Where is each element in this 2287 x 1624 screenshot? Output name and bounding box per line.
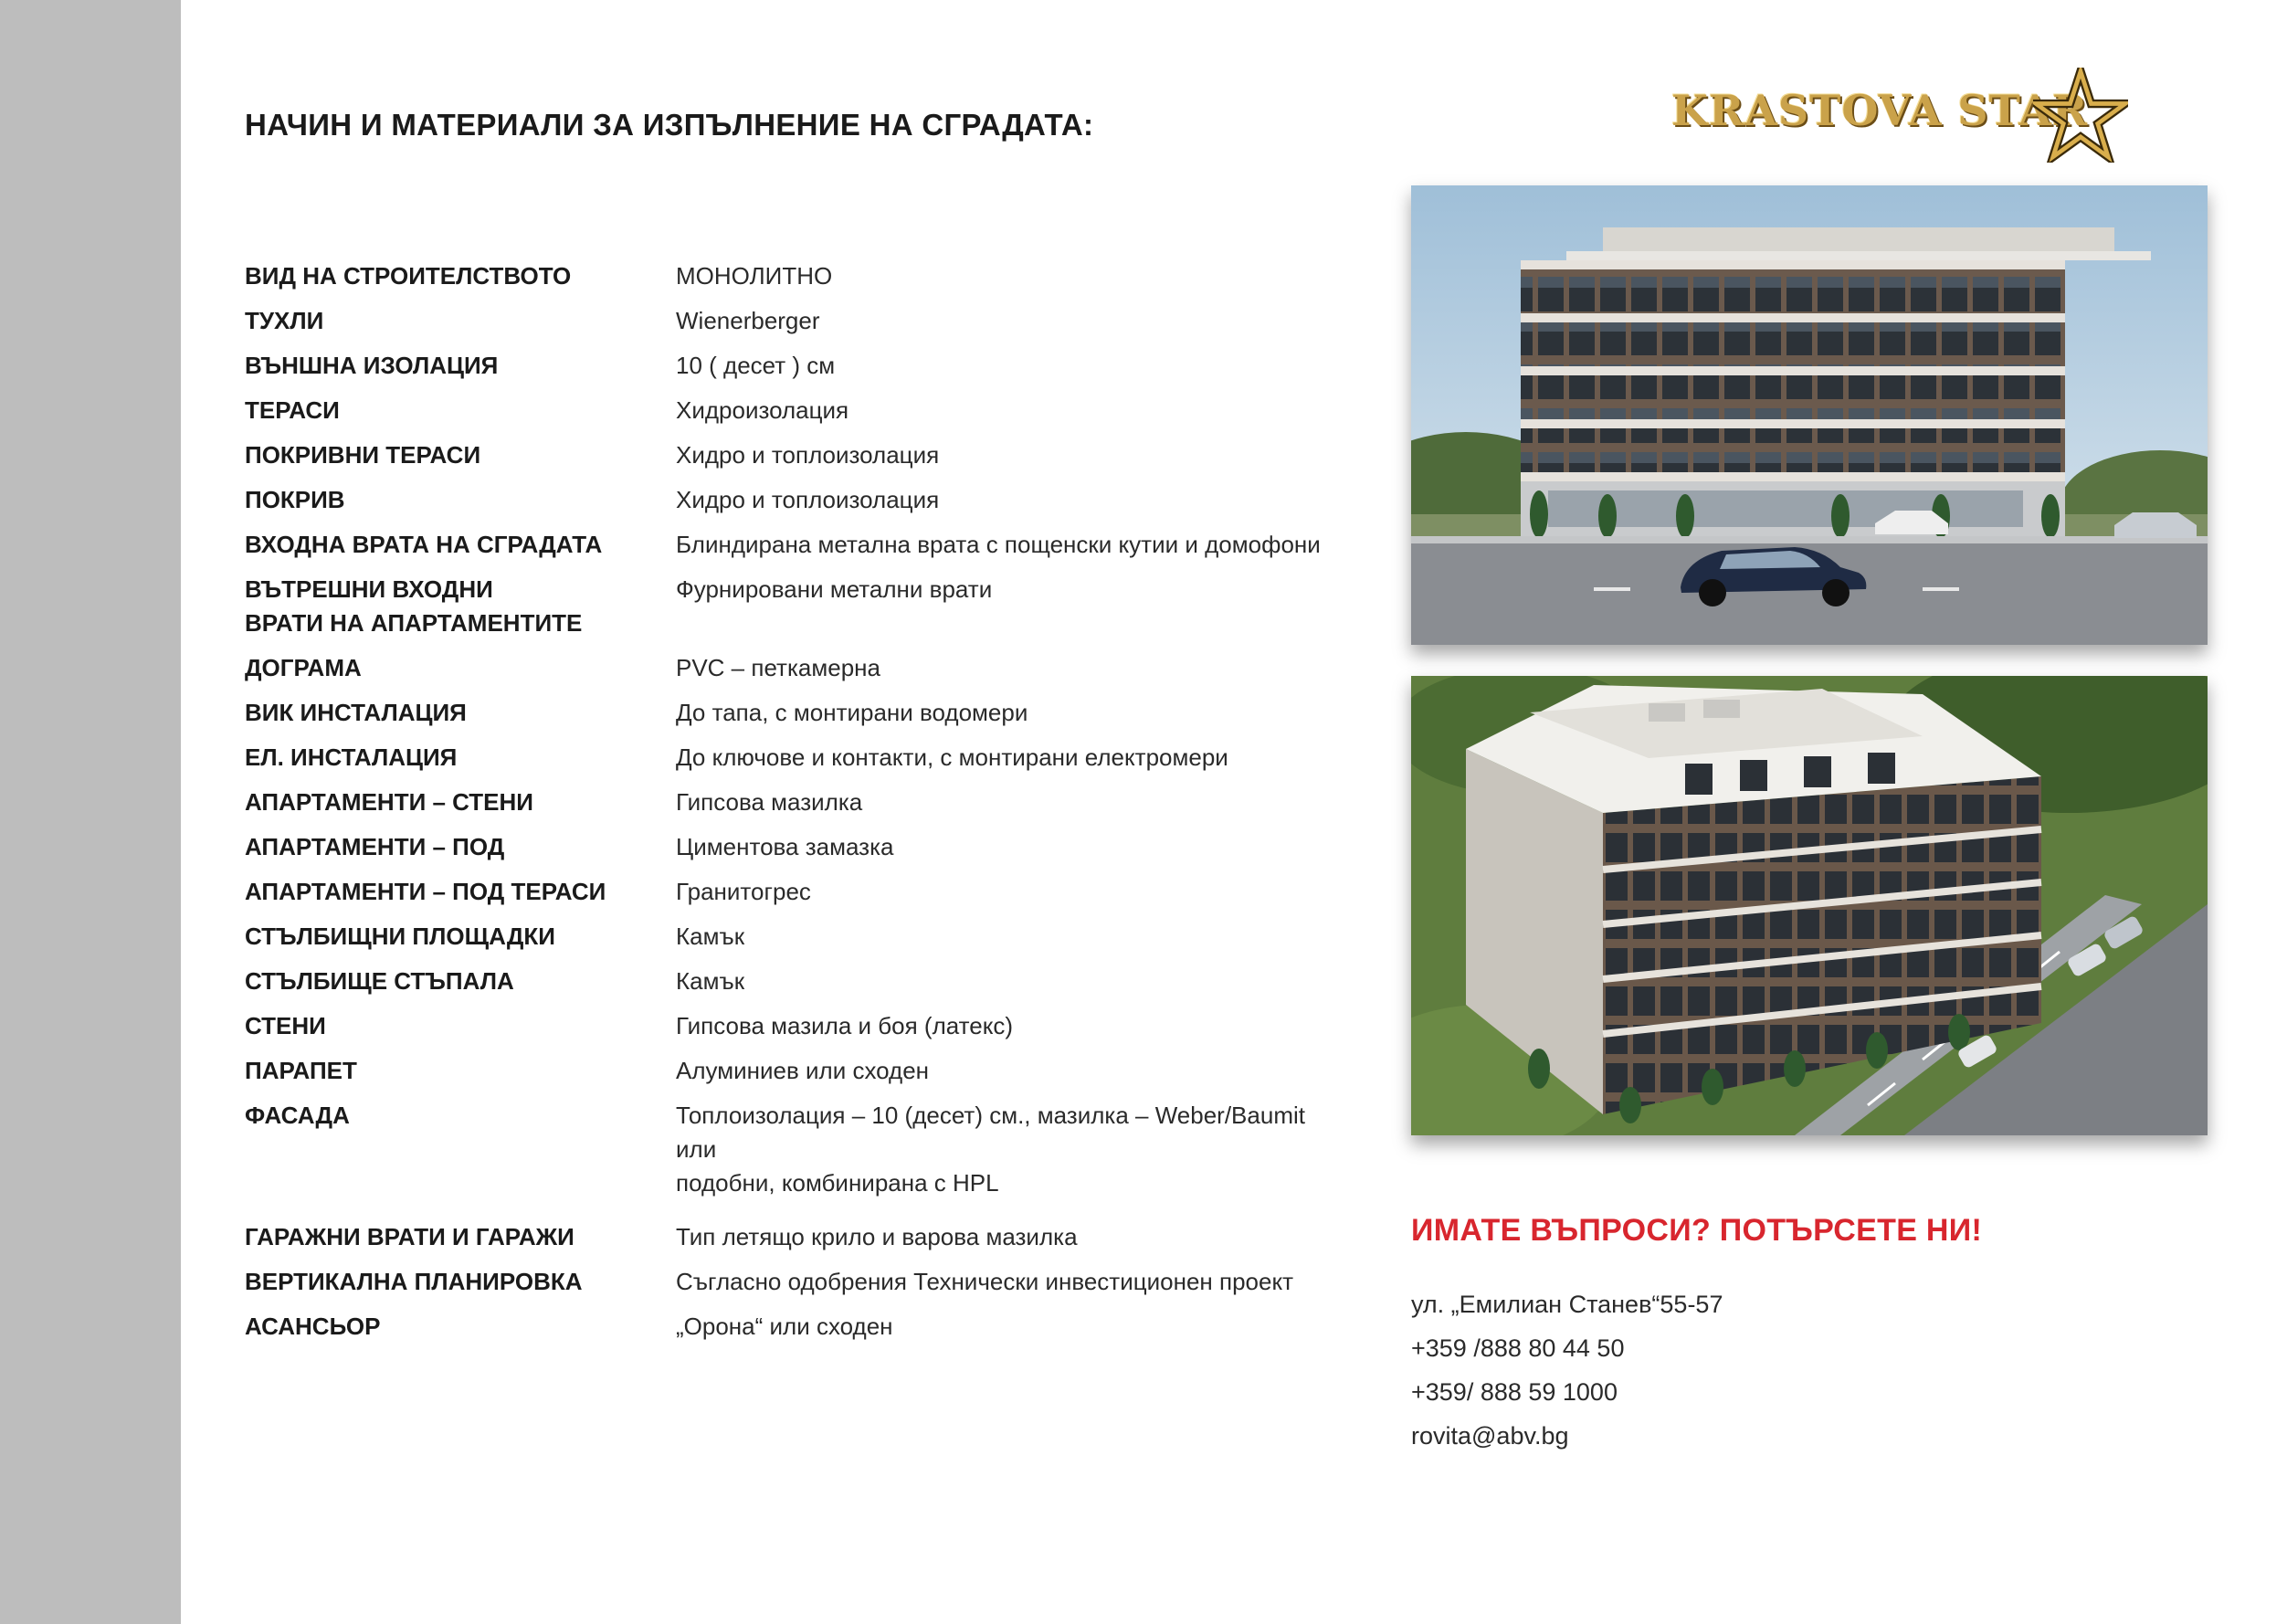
spec-value: До ключове и контакти, с монтирани електромери	[676, 743, 1228, 771]
contact-phone-1[interactable]: +359 /888 80 44 50	[1411, 1334, 1625, 1362]
spec-label: ФАСАДА	[245, 1102, 350, 1129]
spec-label: ДОГРАМА	[245, 654, 362, 681]
spec-label: СТЕНИ	[245, 1012, 326, 1039]
spec-row	[245, 920, 1323, 954]
spec-label: ВЪТРЕШНИ ВХОДНИ ВРАТИ НА АПАРТАМЕНТИТЕ	[245, 575, 583, 637]
spec-label: СТЪЛБИЩЕ СТЪПАЛА	[245, 967, 514, 995]
spec-label: ВИД НА СТРОИТЕЛСТВОТО	[245, 262, 572, 290]
spec-value: Фурнировани метални врати	[676, 575, 993, 603]
spec-row	[245, 528, 1323, 562]
spec-row	[245, 965, 1323, 998]
spec-row	[245, 741, 1323, 775]
spec-row	[245, 1220, 1323, 1254]
spec-value: Топлоизолация – 10 (десет) см., мазилка – Weber/Baumit или подобни, комбинирана с HPL	[676, 1102, 1305, 1197]
spec-row	[245, 1054, 1323, 1088]
spec-value: Гипсова мазила и боя (латекс)	[676, 1012, 1014, 1039]
specs-table	[245, 259, 1323, 1344]
spec-row	[245, 875, 1323, 909]
spec-value: Гранитогрес	[676, 878, 811, 905]
building-aerial-photo	[1411, 676, 2208, 1135]
spec-label: ПОКРИВ	[245, 486, 345, 513]
spec-value: Камък	[676, 923, 745, 950]
contact-email[interactable]: rovita@abv.bg	[1411, 1422, 1569, 1450]
spec-value: Хидро и топлоизолация	[676, 441, 940, 469]
spec-label: АСАНСЬОР	[245, 1313, 381, 1340]
spec-value: „Орона“ или сходен	[676, 1313, 893, 1340]
spec-value: До тапа, с монтирани водомери	[676, 699, 1028, 726]
spec-label: ВИК ИНСТАЛАЦИЯ	[245, 699, 467, 726]
spec-row	[245, 786, 1323, 819]
contact-info	[1411, 1282, 1723, 1458]
spec-label: ЕЛ. ИНСТАЛАЦИЯ	[245, 743, 458, 771]
contact-address: ул. „Емилиан Станев“55-57	[1411, 1291, 1723, 1318]
spec-row	[245, 1310, 1323, 1344]
spec-value: Блиндирана метална врата с пощенски кутии и домофони	[676, 531, 1321, 558]
logo	[1671, 68, 2128, 163]
spec-label: СТЪЛБИЩНИ ПЛОЩАДКИ	[245, 923, 555, 950]
spec-label: ПОКРИВНИ ТЕРАСИ	[245, 441, 481, 469]
spec-row	[245, 1009, 1323, 1043]
spec-value: Алуминиев или сходен	[676, 1057, 930, 1084]
spec-row	[245, 1265, 1323, 1299]
building-front-photo	[1411, 185, 2208, 645]
spec-label: ТУХЛИ	[245, 307, 324, 334]
spec-value: Хидроизолация	[676, 396, 849, 424]
spec-value: Тип летящо крило и варова мазилка	[676, 1223, 1078, 1250]
spec-label: ВЕРТИКАЛНА ПЛАНИРОВКА	[245, 1268, 583, 1295]
spec-label: АПАРТАМЕНТИ – ПОД ТЕРАСИ	[245, 878, 606, 905]
star-icon	[2033, 68, 2128, 163]
spec-row	[245, 651, 1323, 685]
spec-label: ВЪНШНА ИЗОЛАЦИЯ	[245, 352, 499, 379]
spec-row	[245, 696, 1323, 730]
spec-value: Хидро и топлоизолация	[676, 486, 940, 513]
spec-value: 10 ( десет ) см	[676, 352, 836, 379]
spec-value: МОНОЛИТНО	[676, 262, 833, 290]
contact-phone-2[interactable]: +359/ 888 59 1000	[1411, 1378, 1618, 1406]
spec-value: Съгласно одобрения Технически инвестиционен проект	[676, 1268, 1294, 1295]
spec-row	[245, 573, 1323, 640]
spec-label: ТЕРАСИ	[245, 396, 340, 424]
spec-label: ГАРАЖНИ ВРАТИ И ГАРАЖИ	[245, 1223, 574, 1250]
spec-value: Камък	[676, 967, 745, 995]
spec-row	[245, 483, 1323, 517]
spec-value: Циментова замазка	[676, 833, 894, 860]
spec-row	[245, 394, 1323, 427]
spec-value: Wienerberger	[676, 307, 820, 334]
contact-heading: ИМАТЕ ВЪПРОСИ? ПОТЪРСЕТЕ НИ!	[1411, 1213, 1983, 1248]
spec-row	[245, 1099, 1323, 1200]
spec-label: АПАРТАМЕНТИ – ПОД	[245, 833, 505, 860]
spec-label: ПАРАПЕТ	[245, 1057, 357, 1084]
spec-row	[245, 259, 1323, 293]
spec-label: ВХОДНА ВРАТА НА СГРАДАТА	[245, 531, 603, 558]
spec-value: PVC – петкамерна	[676, 654, 880, 681]
spec-label: АПАРТАМЕНТИ – СТЕНИ	[245, 788, 533, 816]
spec-row	[245, 304, 1323, 338]
spec-row	[245, 438, 1323, 472]
spec-row	[245, 830, 1323, 864]
spec-row	[245, 349, 1323, 383]
side-bar	[0, 0, 181, 1624]
spec-value: Гипсова мазилка	[676, 788, 863, 816]
page-title: НАЧИН И МАТЕРИАЛИ ЗА ИЗПЪЛНЕНИЕ НА СГРАДАТА:	[245, 108, 1094, 142]
logo-text: KRASTOVA STAR	[1671, 86, 2089, 135]
